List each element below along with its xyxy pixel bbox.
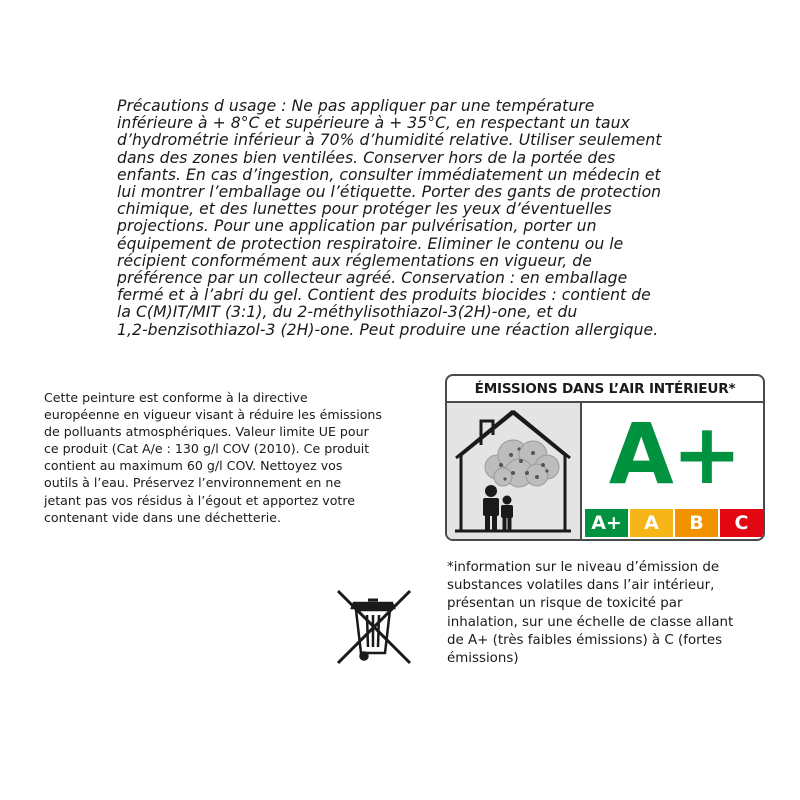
footnote-line: de A+ (très faibles émissions) à C (fortes: [447, 632, 723, 648]
precautions-line: dans des zones bien ventilées. Conserver hors de la portée des: [117, 148, 616, 167]
precautions-line: fermé et à l’abri du gel. Contient des produits biocides : contient de: [117, 286, 651, 305]
scale-class-b: B: [675, 509, 718, 537]
footnote-line: présentan un risque de toxicité par: [447, 596, 683, 612]
house-with-family-and-particle-cloud-icon: [447, 403, 582, 539]
footnote-line: inhalation, sur une échelle de classe allant: [447, 614, 734, 630]
conformity-text: [44, 389, 404, 526]
precautions-line: chimique, et des lunettes pour protéger les yeux d’éventuelles: [117, 200, 612, 219]
conformity-line: contenant vide dans une déchetterie.: [44, 509, 282, 525]
precautions-line: équipement de protection respiratoire. Eliminer le contenu ou le: [117, 234, 624, 253]
footnote-line: émissions): [447, 651, 519, 667]
emission-class-scale: [585, 509, 765, 537]
conformity-line: jetant pas vos résidus à l’égout et apportez votre: [44, 492, 355, 508]
precautions-line: préférence par un collecteur agréé. Conservation : en emballage: [117, 269, 628, 288]
emission-footnote: [447, 559, 777, 668]
scale-class-c: C: [720, 509, 763, 537]
emission-label-title: ÉMISSIONS DANS L’AIR INTÉRIEUR*: [447, 376, 763, 403]
precautions-line: enfants. En cas d’ingestion, consulter immédiatement un médecin et: [117, 165, 661, 184]
precautions-line: 1,2-benzisothiazol-3 (2H)-one. Peut produire une réaction allergique.: [117, 320, 659, 339]
conformity-line: outils à l’eau. Préservez l’environnement en ne: [44, 475, 342, 491]
footnote-line: substances volatiles dans l’air intérieur,: [447, 578, 715, 594]
footnote-line: *information sur le niveau d’émission de: [447, 560, 720, 575]
precautions-line: la C(M)IT/MIT (3:1), du 2-méthylisothiazol-3(2H)-one, et du: [117, 303, 578, 322]
precautions-line: Précautions d usage : Ne pas appliquer par une température: [117, 97, 595, 115]
precautions-line: lui montrer l’emballage ou l’étiquette. Porter des gants de protection: [117, 183, 662, 202]
scale-class-a-plus: A+: [585, 509, 628, 537]
conformity-line: Cette peinture est conforme à la directive: [44, 390, 308, 405]
conformity-line: européenne en vigueur visant à réduire les émissions: [44, 407, 382, 423]
conformity-line: de polluants atmosphériques. Valeur limite UE pour: [44, 424, 369, 440]
crossed-out-wheelie-bin-icon: [334, 587, 414, 671]
precautions-text: [117, 98, 697, 339]
precautions-line: projections. Pour une application par pulvérisation, porter un: [117, 217, 597, 236]
emission-label: [445, 374, 765, 541]
precautions-line: inférieure à + 8°C et supérieure à + 35°C, en respectant un taux: [117, 114, 630, 133]
precautions-line: récipient conformément aux réglementations en vigueur, de: [117, 251, 592, 270]
conformity-line: contient au maximum 60 g/l COV. Nettoyez vos: [44, 458, 343, 474]
precautions-line: d’hydrométrie inférieur à 70% d’humidité relative. Utiliser seulement: [117, 131, 662, 150]
scale-class-a: A: [630, 509, 673, 537]
emission-class-value: A+: [608, 405, 741, 503]
conformity-line: ce produit (Cat A/e : 130 g/l COV (2010). Ce produit: [44, 441, 370, 457]
